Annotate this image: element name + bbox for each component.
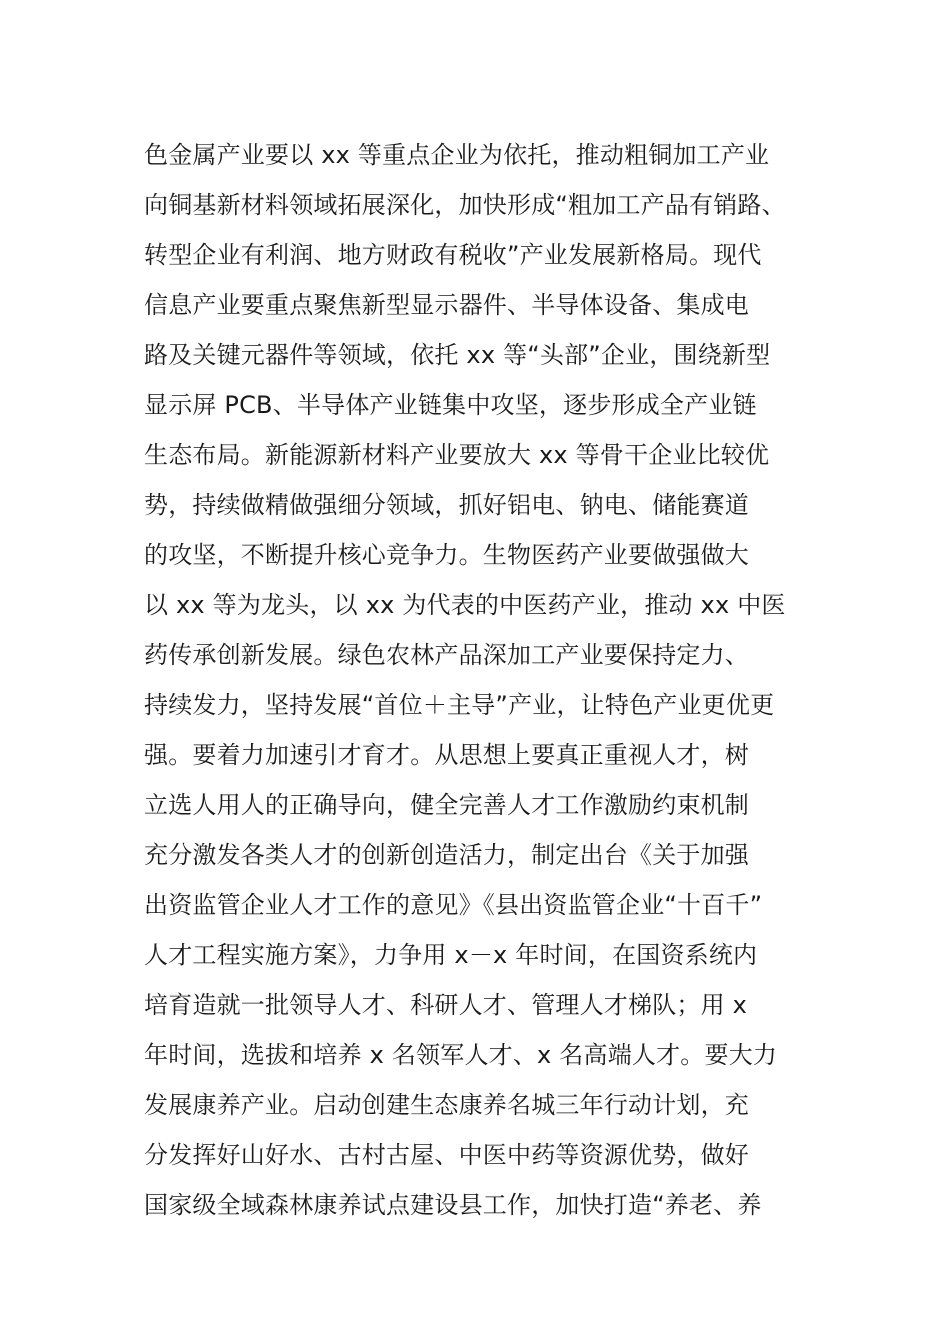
text-line: 势，持续做精做强细分领域，抓好铝电、钠电、储能赛道: [144, 491, 749, 519]
text-line: 人才工程实施方案》，力争用 x－x 年时间，在国资系统内: [144, 941, 758, 969]
text-line: 发展康养产业。启动创建生态康养名城三年行动计划，充: [144, 1091, 749, 1119]
text-line: 充分激发各类人才的创新创造活力，制定出台《关于加强: [144, 841, 749, 869]
text-line: 生态布局。新能源新材料产业要放大 xx 等骨干企业比较优: [144, 441, 770, 469]
text-line: 色金属产业要以 xx 等重点企业为依托，推动粗铜加工产业: [144, 141, 770, 169]
text-line: 转型企业有利润、地方财政有税收”产业发展新格局。现代: [144, 241, 762, 269]
text-line: 强。要着力加速引才育才。从思想上要真正重视人才，树: [144, 741, 749, 769]
text-line: 分发挥好山好水、古村古屋、中医中药等资源优势，做好: [144, 1141, 749, 1169]
text-line: 路及关键元器件等领域，依托 xx 等“头部”企业，围绕新型: [144, 341, 771, 369]
text-line: 培育造就一批领导人才、科研人才、管理人才梯队；用 x: [144, 991, 748, 1019]
text-line: 国家级全域森林康养试点建设县工作，加快打造“养老、养: [144, 1191, 762, 1219]
text-line: 出资监管企业人才工作的意见》《县出资监管企业“十百千”: [144, 891, 763, 919]
text-line: 持续发力，坚持发展“首位＋主导”产业，让特色产业更优更: [144, 691, 775, 719]
text-line: 年时间，选拔和培养 x 名领军人才、x 名高端人才。要大力: [144, 1041, 778, 1069]
text-line: 药传承创新发展。绿色农林产品深加工产业要保持定力、: [144, 641, 749, 669]
text-line: 以 xx 等为龙头，以 xx 为代表的中医药产业，推动 xx 中医: [144, 591, 786, 619]
body-paragraph: [144, 130, 824, 1230]
text-line: 的攻坚，不断提升核心竞争力。生物医药产业要做强做大: [144, 541, 749, 569]
text-line: 显示屏 PCB、半导体产业链集中攻坚，逐步形成全产业链: [144, 391, 757, 419]
text-line: 信息产业要重点聚焦新型显示器件、半导体设备、集成电: [144, 291, 749, 319]
text-line: 向铜基新材料领域拓展深化，加快形成“粗加工产品有销路、: [144, 191, 786, 219]
text-line: 立选人用人的正确导向，健全完善人才工作激励约束机制: [144, 791, 749, 819]
